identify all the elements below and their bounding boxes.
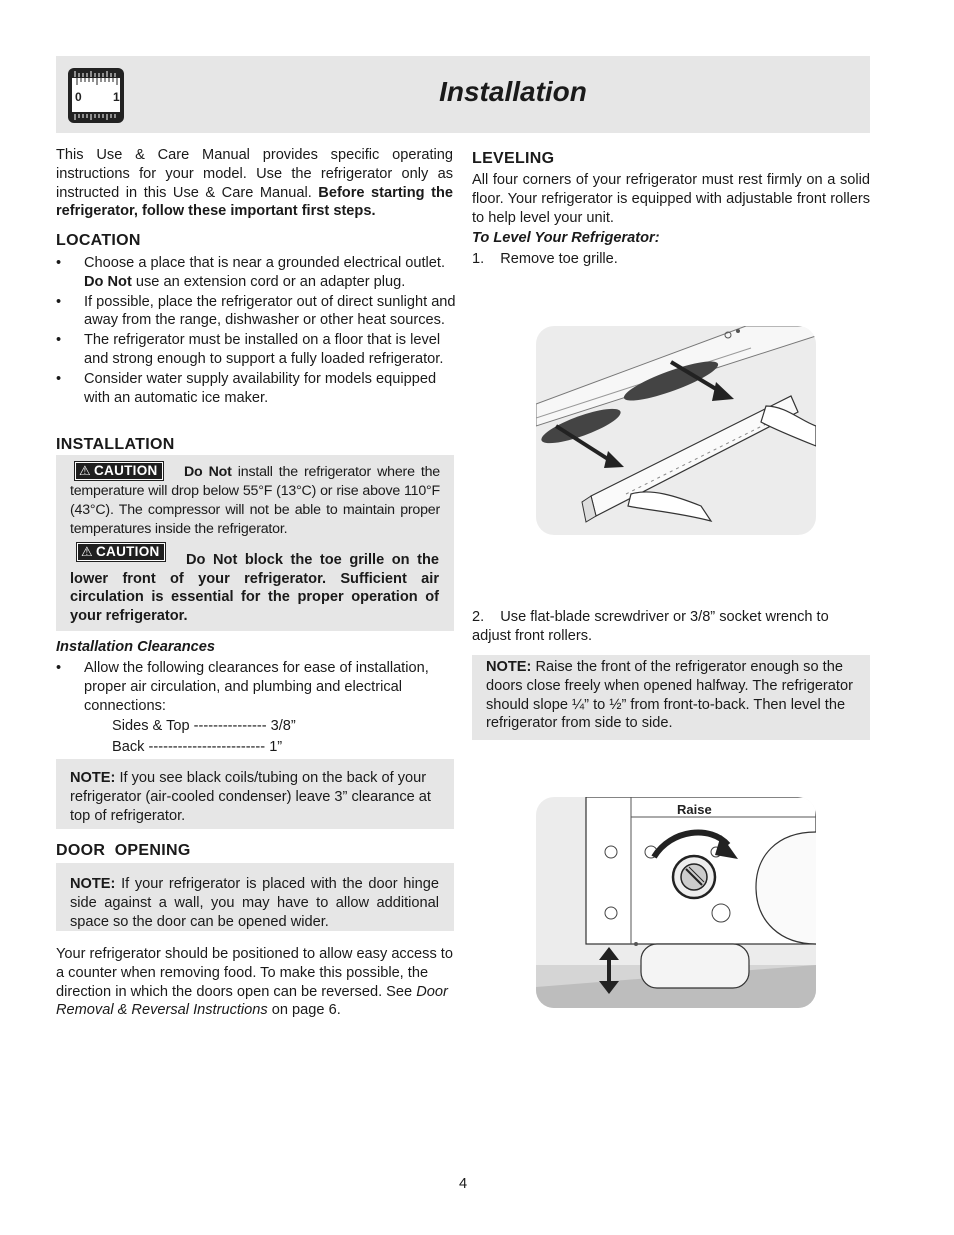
ruler-label-1: 1 xyxy=(113,90,120,104)
roller-adjust-illustration xyxy=(536,797,816,1008)
location-item-1: • Choose a place that is near a grounded electrical outlet. Do Not use an extension cord or an adapter plug. xyxy=(56,255,446,290)
warning-icon: ⚠ xyxy=(81,544,93,559)
caution-badge-1: ⚠ CAUTION xyxy=(74,461,164,481)
leveling-intro: All four corners of your refrigerator must rest firmly on a solid floor. Your refrigerator is equipped with adjustable front rollers to help level your unit. xyxy=(472,172,870,226)
clearance-row-sides: Sides & Top --------------- 3/8” xyxy=(112,718,296,734)
location-item-2: • If possible, place the refrigerator out of direct sunlight and away from the range, dishwasher or other heat sources. xyxy=(56,293,456,329)
location-heading: LOCATION xyxy=(56,232,141,249)
page-title: Installation xyxy=(439,76,587,107)
installation-heading: INSTALLATION xyxy=(56,436,175,453)
raise-label: Raise xyxy=(677,802,712,817)
leveling-subheading: To Level Your Refrigerator: xyxy=(472,230,660,246)
caution-2-text: Do Not block the toe grille on the lower front of your refrigerator. Sufficient air circulation is essential for the proper operation of your refrigerator. xyxy=(70,552,439,625)
warning-icon: ⚠ xyxy=(79,463,91,478)
bullet-icon: • xyxy=(56,660,62,676)
clearances-list xyxy=(56,659,456,716)
caution-badge-2: ⚠ CAUTION xyxy=(76,542,166,562)
bullet-icon: • xyxy=(56,255,62,271)
leveling-step-1: 1. Remove toe grille. xyxy=(472,251,618,267)
page-number: 4 xyxy=(459,1176,468,1192)
location-item-3: • The refrigerator must be installed on a floor that is level and strong enough to support a fully loaded refrigerator. xyxy=(56,332,444,367)
leveling-note: NOTE: Raise the front of the refrigerator enough so the doors close freely when opened halfway. The refrigerator should slope ¼” to ½” from front-to-back. Then level the refrigerator from side to side. xyxy=(486,659,853,732)
clearances-note: NOTE: If you see black coils/tubing on the back of your refrigerator (air-cooled condenser) leave 3” clearance at top of refrigerator. xyxy=(70,770,431,824)
intro-bold-text: Before starting the refrigerator, follow these important first steps. xyxy=(56,184,453,220)
caution-1-text: Do Not install the refrigerator where the temperature will drop below 55°F (13°C) or rise above 110°F (43°C). The compressor will not be able to maintain proper temperatures inside the refrigerator. xyxy=(70,464,440,537)
door-note: NOTE: If your refrigerator is placed with the door hinge side against a wall, you may have to allow additional space so the door can be opened wider. xyxy=(70,876,439,930)
toe-grille-illustration xyxy=(536,326,816,535)
leveling-heading: LEVELING xyxy=(472,150,555,167)
door-paragraph: Your refrigerator should be positioned to allow easy access to a counter when removing food. To make this possible, the direction in which the doors open can be reversed. See Door Removal & Reversal Instructions on page 6. xyxy=(56,946,453,1019)
leveling-step-2: 2. Use flat-blade screwdriver or 3/8” socket wrench to adjust front rollers. xyxy=(472,609,829,644)
clearances-heading: Installation Clearances xyxy=(56,639,215,655)
intro-paragraph xyxy=(56,146,453,221)
bullet-icon: • xyxy=(56,293,62,310)
door-opening-heading: DOOR OPENING xyxy=(56,842,191,859)
intro-text: This Use & Care Manual provides specific operating instructions for your model. Use the refrigerator only as instructed in this Use & Care Manual. xyxy=(56,147,453,201)
location-item-4: • Consider water supply availability for models equipped with an automatic ice maker. xyxy=(56,370,437,406)
clearances-item: • Allow the following clearances for ease of installation, proper air circulation, and plumbing and electrical connections: xyxy=(56,660,429,714)
bullet-icon: • xyxy=(56,370,62,387)
ruler-label-0: 0 xyxy=(75,90,82,104)
clearance-row-back: Back ------------------------ 1” xyxy=(112,739,283,755)
bullet-icon: • xyxy=(56,332,62,349)
door-removal-reference: Door Removal & Reversal Instructions xyxy=(56,983,448,1019)
location-list xyxy=(56,254,456,408)
